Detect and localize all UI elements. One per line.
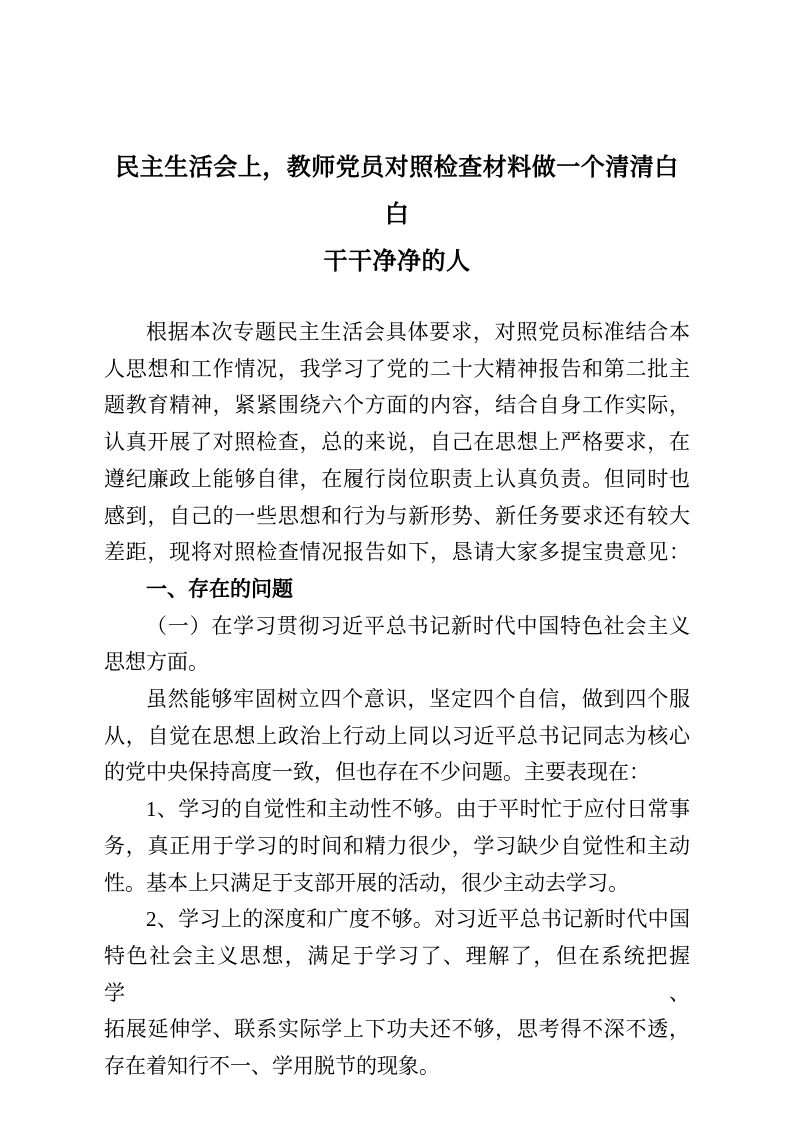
subsection-1-heading <box>104 608 690 681</box>
document-title <box>104 145 690 286</box>
text-line: 性。基本上只满足于支部开展的活动，很少主动去学习。 <box>104 870 629 895</box>
section-heading: 一、存在的问题 <box>146 576 293 601</box>
text-line: 特色社会主义思想，满足于学习了、理解了，但在系统把握学、 <box>104 943 690 1005</box>
text-line: 的党中央保持高度一致，但也存在不少问题。主要表现在： <box>104 760 650 785</box>
text-line: 务，真正用于学习的时间和精力很少，学习缺少自觉性和主动 <box>104 833 690 858</box>
text-line: 认真开展了对照检查，总的来说，自己在思想上严格要求，在 <box>104 430 690 455</box>
text-line: 差距，现将对照检查情况报告如下，恳请大家多提宝贵意见： <box>104 540 690 565</box>
text-line: 题教育精神，紧紧围绕六个方面的内容，结合自身工作实际， <box>104 393 690 418</box>
text-line: 1、学习的自觉性和主动性不够。由于平时忙于应付日常事 <box>146 797 690 822</box>
title-line-2: 干干净净的人 <box>323 249 471 275</box>
paragraph-problem-2 <box>104 901 690 1085</box>
paragraph-problem-1 <box>104 791 690 901</box>
text-line: 2、学习上的深度和广度不够。对习近平总书记新时代中国 <box>146 907 690 932</box>
text-line: 思想方面。 <box>104 650 209 675</box>
section-1 <box>104 571 690 608</box>
text-line: 虽然能够牢固树立四个意识，坚定四个自信，做到四个服 <box>146 687 690 712</box>
subsection-1-intro <box>104 681 690 791</box>
text-line: 根据本次专题民主生活会具体要求，对照党员标准结合本 <box>146 320 690 344</box>
text-line: 存在着知行不一、学用脱节的现象。 <box>104 1054 440 1079</box>
paragraph-intro <box>104 314 690 571</box>
text-line: 拓展延伸学、联系实际学上下功夫还不够，思考得不深不透， <box>104 1017 690 1042</box>
document-body <box>104 314 690 1085</box>
text-line: （一）在学习贯彻习近平总书记新时代中国特色社会主义 <box>146 613 690 638</box>
text-line: 人思想和工作情况，我学习了党的二十大精神报告和第二批主 <box>104 356 690 381</box>
title-line-1: 民主生活会上，教师党员对照检查材料做一个清清白白 <box>115 155 679 228</box>
text-line: 感到，自己的一些思想和行为与新形势、新任务要求还有较大 <box>104 503 690 528</box>
text-line: 遵纪廉政上能够自律，在履行岗位职责上认真负责。但同时也 <box>104 466 690 491</box>
text-line: 从，自觉在思想上政治上行动上同以习近平总书记同志为核心 <box>104 723 690 748</box>
